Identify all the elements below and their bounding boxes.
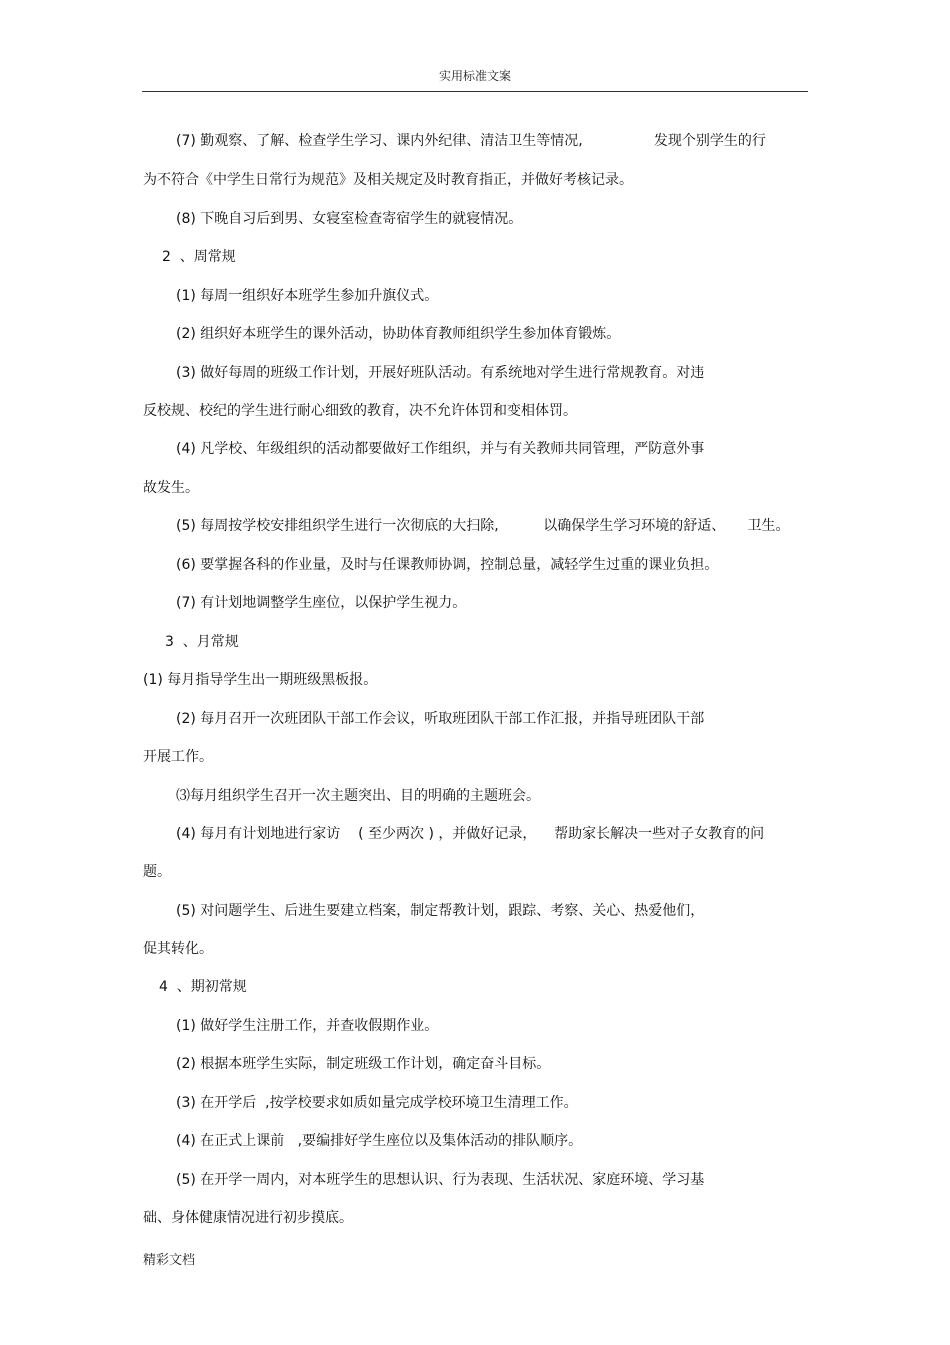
paragraph-line: (5) 对问题学生、后进生要建立档案，制定帮教计划，跟踪、考察、关心、热爱他们， <box>176 903 705 919</box>
paragraph-line: (7) 有计划地调整学生座位，以保护学生视力。 <box>176 595 467 611</box>
paragraph-line: 础、身体健康情况进行初步摸底。 <box>143 1210 353 1226</box>
paragraph-line: (2) 每月召开一次班团队干部工作会议，听取班团队干部工作汇报，并指导班团队干部 <box>176 711 705 727</box>
paragraph-line: (2) 组织好本班学生的课外活动，协助体育教师组织学生参加体育锻炼。 <box>176 326 621 342</box>
page-header: 实用标准文案 <box>438 69 511 83</box>
paragraph-line: (1) 做好学生注册工作，并查收假期作业。 <box>176 1018 439 1034</box>
paragraph-line: (4) 每月有计划地进行家访 ( 至少两次 ) ，并做好记录， 帮助家长解决一些对子女教育的问 <box>176 826 765 842</box>
section-heading: 2 、周常规 <box>162 249 236 265</box>
page-footer: 精彩文档 <box>143 1253 196 1268</box>
paragraph-line: 反校规、校纪的学生进行耐心细致的教育，决不允许体罚和变相体罚。 <box>143 403 577 419</box>
paragraph-line: 开展工作。 <box>143 749 213 765</box>
section-heading: 3 、月常规 <box>165 634 239 650</box>
paragraph-line: (1) 每周一组织好本班学生参加升旗仪式。 <box>176 288 439 304</box>
paragraph-line: (3) 做好每周的班级工作计划，开展好班队活动。有系统地对学生进行常规教育。对违 <box>176 365 705 381</box>
paragraph-line: 为不符合《中学生日常行为规范》及相关规定及时教育指正，并做好考核记录。 <box>143 172 633 188</box>
paragraph-line: 题。 <box>143 864 171 880</box>
section-heading: 4 、期初常规 <box>159 979 247 995</box>
paragraph-line: 故发生。 <box>143 480 199 496</box>
paragraph-line: (3) 在开学后 ,按学校要求如质如量完成学校环境卫生清理工作。 <box>176 1095 578 1111</box>
paragraph-line: (2) 根据本班学生实际，制定班级工作计划，确定奋斗目标。 <box>176 1056 551 1072</box>
header-rule <box>142 91 808 92</box>
paragraph-line: (1) 每月指导学生出一期班级黑板报。 <box>143 672 378 688</box>
paragraph-line: (5) 每周按学校安排组织学生进行一次彻底的大扫除, 以确保学生学习环境的舒适、 卫生。 <box>176 518 790 534</box>
paragraph-line: (7) 勤观察、了解、检查学生学习、课内外纪律、清洁卫生等情况, 发现个别学生的行 <box>176 133 766 149</box>
paragraph-line: 促其转化。 <box>143 941 213 957</box>
paragraph-line: (4) 凡学校、年级组织的活动都要做好工作组织，并与有关教师共同管理，严防意外事 <box>176 441 705 457</box>
paragraph-line: (8) 下晚自习后到男、女寝室检查寄宿学生的就寝情况。 <box>176 211 523 227</box>
paragraph-line: ⑶每月组织学生召开一次主题突出、目的明确的主题班会。 <box>176 788 540 804</box>
paragraph-line: (6) 要掌握各科的作业量，及时与任课教师协调，控制总量，减轻学生过重的课业负担。 <box>176 557 719 573</box>
paragraph-line: (4) 在正式上课前 ,要编排好学生座位以及集体活动的排队顺序。 <box>176 1133 583 1149</box>
paragraph-line: (5) 在开学一周内，对本班学生的思想认识、行为表现、生活状况、家庭环境、学习基 <box>176 1172 705 1188</box>
